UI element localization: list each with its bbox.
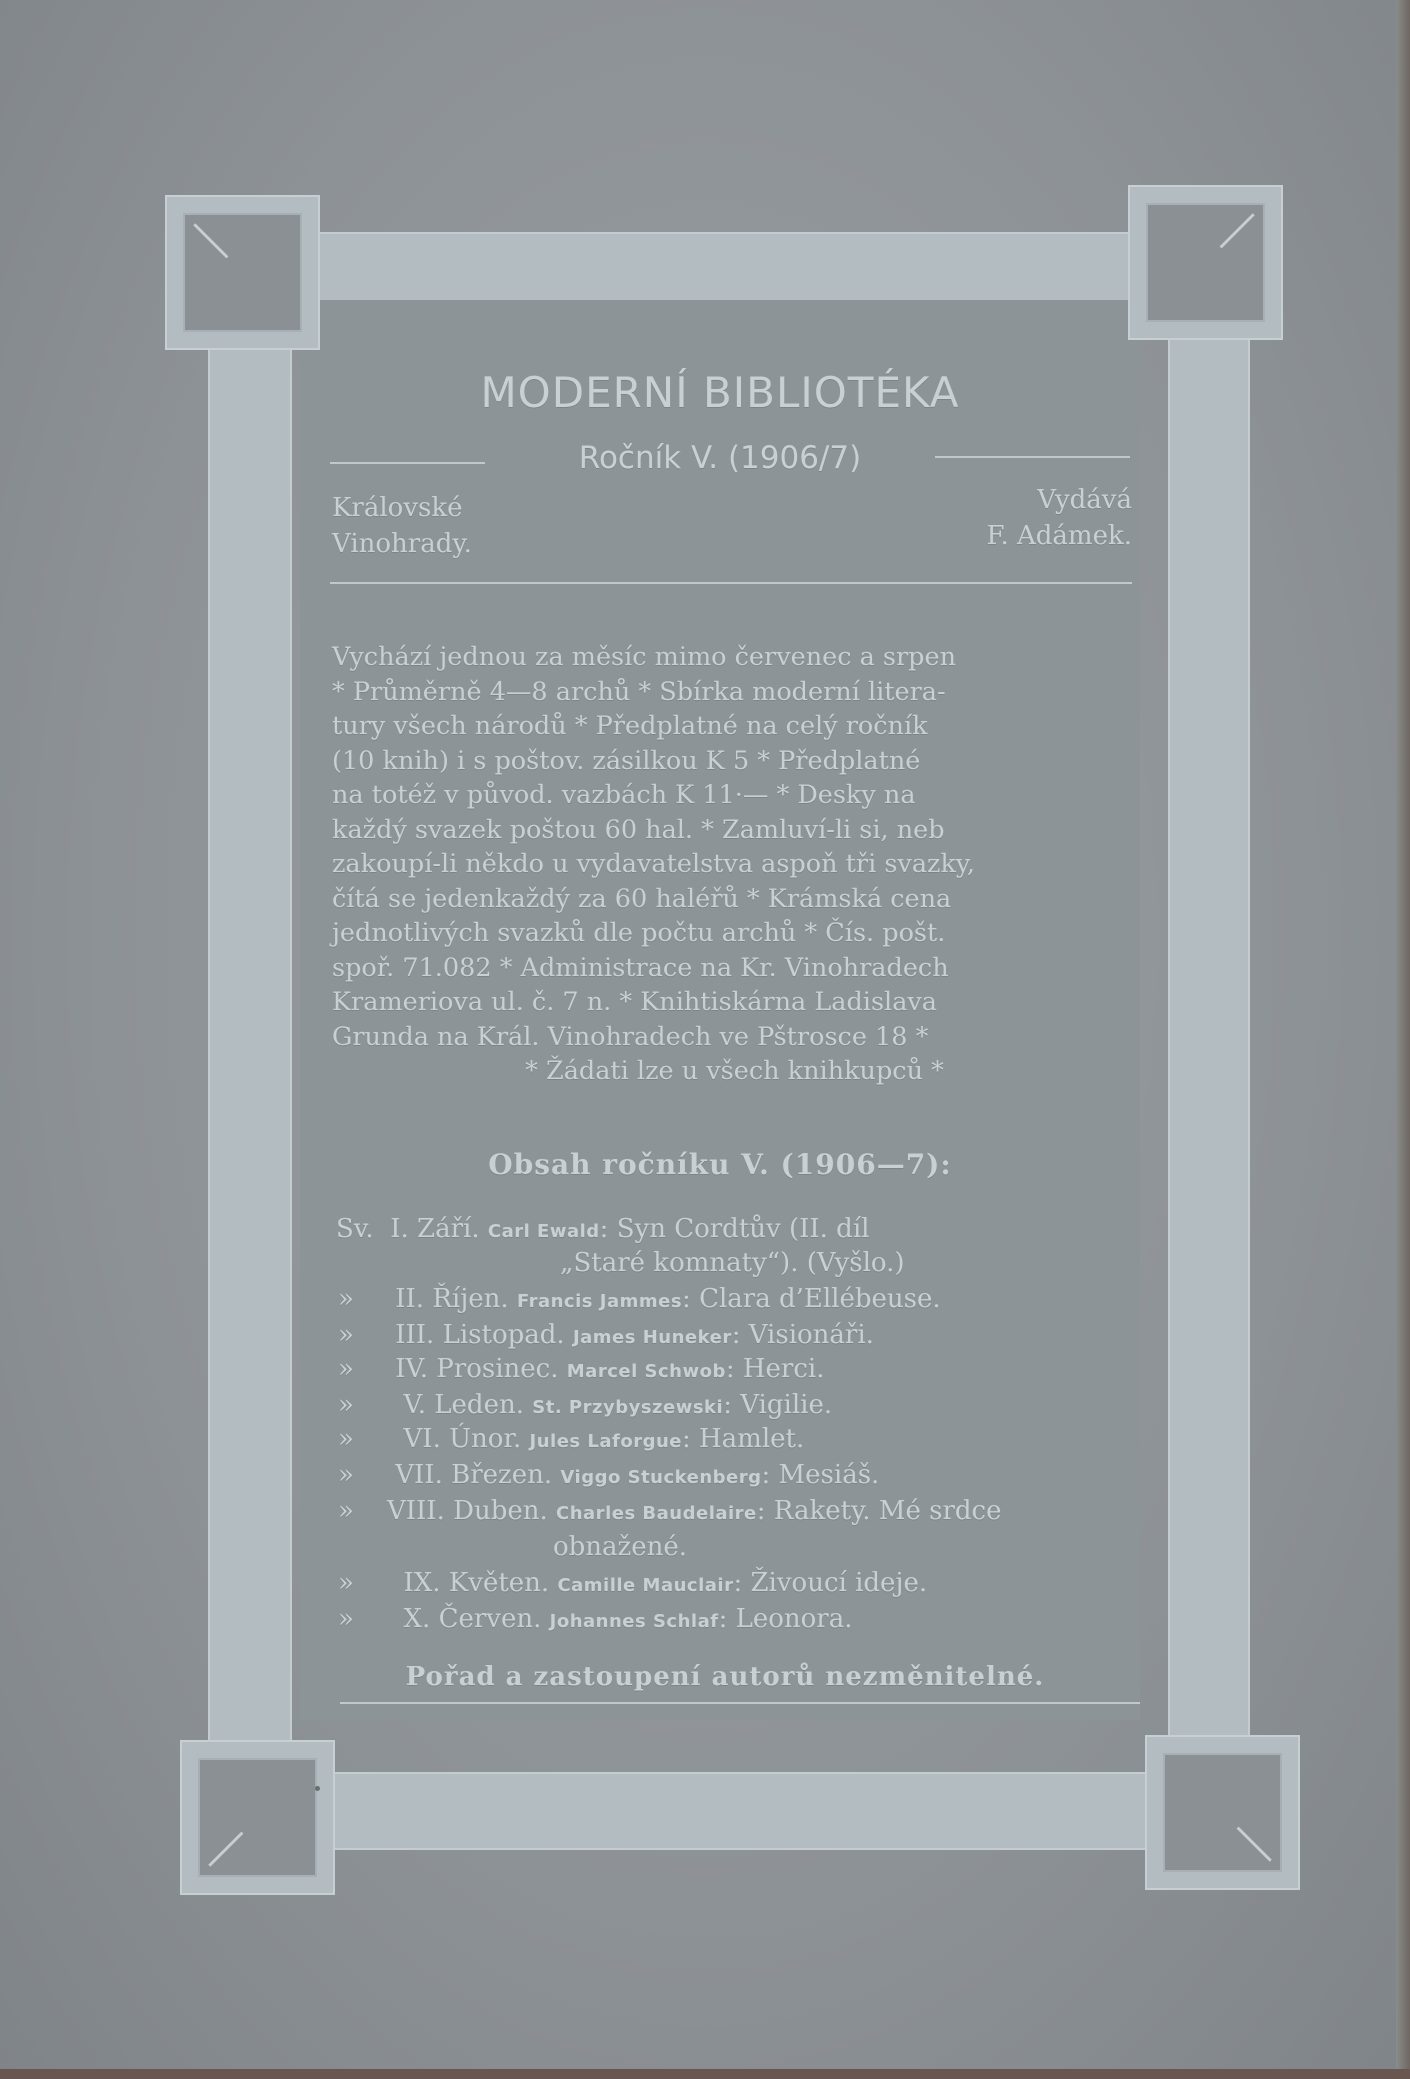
contents-entry-continuation — [560, 1246, 905, 1280]
entry-prefix: » — [338, 1604, 354, 1634]
entry-number: V. — [403, 1390, 427, 1420]
cover-right-edge — [1396, 0, 1410, 2079]
entry-author: Johannes Schlaf — [549, 1611, 719, 1632]
entry-work: : Vigilie. — [723, 1390, 833, 1420]
contents-entry — [338, 1422, 804, 1459]
frame-corner-bottom-left — [180, 1740, 335, 1895]
entry-number: VII. — [395, 1460, 443, 1490]
contents-entry — [338, 1458, 879, 1495]
entry-month: Říjen. — [432, 1284, 509, 1314]
entry-work: „Staré komnaty“). (Vyšlo.) — [560, 1248, 905, 1278]
info-line: (10 knih) i s poštov. zásilkou K 5 * Předplatné — [332, 745, 921, 776]
frame-corner-top-left — [165, 195, 320, 350]
contents-entry-continuation — [553, 1530, 687, 1564]
info-line: zakoupí-li někdo u vydavatelstva aspoň tři svazky, — [332, 849, 976, 879]
frame-top-bar — [300, 232, 1130, 310]
entry-number: IX. — [403, 1568, 441, 1598]
publisher-line-1: Vydává — [1037, 485, 1132, 515]
contents-footer-note: Pořad a zastoupení autorů nezměnitelné. — [405, 1662, 1045, 1692]
info-line: čítá se jedenkaždý za 60 haléřů * Krámská cena — [332, 883, 952, 914]
entry-work: : Herci. — [725, 1354, 825, 1384]
entry-prefix: » — [338, 1424, 354, 1454]
info-line: Vychází jednou za měsíc mimo červenec a srpen — [332, 642, 957, 672]
info-line: na totéž v původ. vazbách K 11·— * Desky na — [332, 780, 916, 810]
entry-author: St. Przybyszewski — [532, 1397, 724, 1418]
info-line: jednotlivých svazků dle počtu archů * Čís. pošt. — [332, 918, 946, 948]
contents-entry — [338, 1318, 874, 1355]
place-line-1: Královské — [332, 493, 463, 523]
entry-prefix: » — [338, 1460, 354, 1490]
header-rule — [330, 582, 1132, 584]
info-line: tury všech národů * Předplatné na celý ročník — [332, 711, 928, 741]
contents-entry — [338, 1282, 941, 1319]
contents-entry — [338, 1602, 853, 1639]
entry-work: obnažené. — [553, 1532, 688, 1562]
entry-number: II. — [395, 1284, 425, 1314]
info-line: * Průměrně 4—8 archů * Sbírka moderní litera- — [332, 676, 946, 707]
entry-prefix: » — [338, 1496, 354, 1526]
contents-entry — [338, 1352, 825, 1389]
info-line: každý svazek poštou 60 hal. * Zamluví-li si, neb — [332, 814, 945, 845]
contents-entry — [336, 1212, 869, 1249]
contents-title: Obsah ročníku V. (1906—7): — [488, 1148, 952, 1181]
series-title: MODERNÍ BIBLIOTÉKA — [480, 368, 960, 417]
contents-entry — [338, 1388, 832, 1425]
entry-month: Leden. — [434, 1390, 524, 1420]
frame-left-bar — [208, 330, 292, 1750]
entry-work: : Syn Cordtův (II. díl — [599, 1214, 870, 1244]
place-line-2: Vinohrady. — [332, 529, 472, 559]
info-line: spoř. 71.082 * Administrace na Kr. Vinohradech — [332, 952, 949, 983]
entry-prefix: » — [338, 1568, 354, 1598]
entry-author: James Huneker — [572, 1327, 732, 1348]
entry-number: X. — [403, 1604, 431, 1634]
entry-author: Marcel Schwob — [566, 1361, 726, 1382]
entry-number: III. — [395, 1320, 435, 1350]
entry-prefix: Sv. — [336, 1214, 374, 1244]
footer-rule — [340, 1702, 1140, 1704]
cover-bottom-edge — [0, 2069, 1410, 2079]
entry-month: Únor. — [449, 1424, 522, 1454]
contents-entry — [338, 1494, 1001, 1531]
ink-spot — [315, 1786, 320, 1791]
entry-number: I. — [390, 1214, 409, 1244]
entry-work: : Rakety. Mé srdce — [756, 1496, 1002, 1526]
entry-number: VIII. — [386, 1496, 445, 1526]
place-label — [332, 490, 472, 562]
entry-author: Charles Baudelaire — [556, 1503, 757, 1524]
entry-prefix: » — [338, 1320, 354, 1350]
frame-corner-top-right — [1128, 185, 1283, 340]
entry-work: : Mesiáš. — [761, 1460, 880, 1490]
entry-month: Červen. — [438, 1604, 542, 1634]
entry-prefix: » — [338, 1390, 354, 1420]
frame-right-bar — [1168, 330, 1250, 1750]
entry-work: : Živoucí ideje. — [733, 1568, 928, 1598]
info-line: Krameriova ul. č. 7 n. * Knihtiskárna Ladislava — [332, 987, 938, 1017]
entry-author: Camille Mauclair — [557, 1575, 734, 1596]
entry-work: : Clara d’Ellébeuse. — [682, 1284, 941, 1314]
publisher-label — [900, 482, 1132, 554]
subscription-info — [332, 640, 1137, 1089]
info-line: * Žádati lze u všech knihkupců * — [525, 1056, 944, 1086]
entry-month: Prosinec. — [436, 1354, 559, 1384]
entry-author: Viggo Stuckenberg — [560, 1467, 762, 1488]
entry-number: IV. — [395, 1354, 429, 1384]
entry-number: VI. — [403, 1424, 441, 1454]
entry-author: Carl Ewald — [487, 1221, 600, 1242]
entry-month: Květen. — [448, 1568, 550, 1598]
entry-author: Francis Jammes — [516, 1291, 683, 1312]
entry-prefix: » — [338, 1284, 354, 1314]
volume-subtitle: Ročník V. (1906/7) — [578, 440, 862, 476]
entry-month: Listopad. — [442, 1320, 565, 1350]
entry-prefix: » — [338, 1354, 354, 1384]
entry-month: Září. — [417, 1214, 480, 1244]
entry-work: : Leonora. — [718, 1604, 853, 1634]
entry-work: : Hamlet. — [681, 1424, 805, 1454]
contents-entry — [338, 1566, 927, 1603]
frame-corner-bottom-right — [1145, 1735, 1300, 1890]
frame-bottom-bar — [330, 1772, 1160, 1850]
entry-month: Březen. — [451, 1460, 553, 1490]
entry-author: Jules Laforgue — [529, 1431, 682, 1452]
entry-work: : Visionáři. — [731, 1320, 874, 1350]
entry-month: Duben. — [453, 1496, 548, 1526]
info-line: Grunda na Král. Vinohradech ve Pštrosce 18 * — [332, 1021, 929, 1052]
publisher-line-2: F. Adámek. — [986, 521, 1132, 551]
